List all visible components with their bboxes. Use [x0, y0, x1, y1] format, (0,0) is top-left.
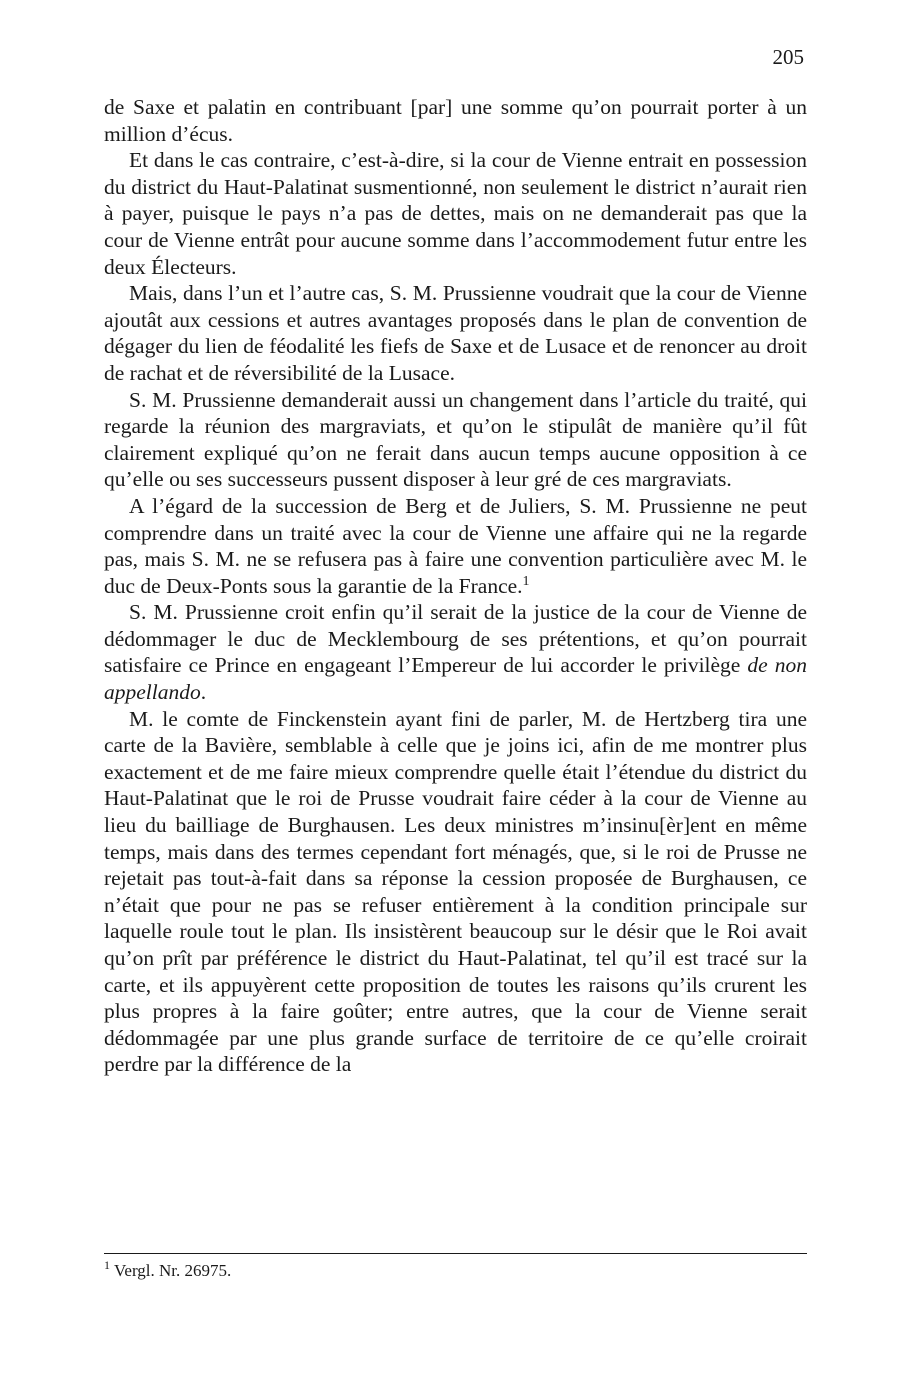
paragraph-5-text: A l’égard de la succession de Berg et de Juliers, S. M. Prussienne ne peut comprendre dans un traité avec la cour de Vienne une affaire qui ne la regarde pas, mais S. M. ne se refusera pas à faire une convention particulière avec M. le duc de Deux-Ponts sous la garantie de la France. — [104, 493, 807, 598]
footnote-text: Vergl. Nr. 26975. — [114, 1261, 232, 1280]
paragraph-5 — [104, 493, 807, 599]
paragraph-3: Mais, dans l’un et l’autre cas, S. M. Prussienne voudrait que la cour de Vienne ajoutât aux cessions et autres avantages proposés dans le plan de convention de dégager du lien de féodalité les fiefs de Saxe et de Lusace et de renoncer au droit de rachat et de réversibilité de la Lusace. — [104, 281, 807, 385]
paragraph-2: Et dans le cas contraire, c’est-à-dire, si la cour de Vienne entrait en possession du district du Haut-Palatinat susmentionné, non seulement le district n’aurait rien à payer, puisque le pays n’a pas de dettes, mais on ne demanderait pas que la cour de Vienne entrât pour aucune somme dans l’accommodement futur entre les deux Électeurs. — [104, 148, 807, 279]
footnote — [104, 1258, 807, 1281]
page-number: 205 — [772, 45, 804, 69]
paragraph-7: M. le comte de Finckenstein ayant fini de parler, M. de Hertzberg tira une carte de la Bavière, semblable à celle que je joins ici, afin de me montrer plus exactement et de me faire mieux comprendre quelle était l’étendue du district du Haut-Palatinat que le roi de Prusse voudrait faire céder à la cour de Vienne au lieu du bailliage de Burghausen. Les deux ministres m’insinu[èr]ent en même temps, mais dans des termes cependant fort ménagés, que, si le roi de Prusse ne rejetait pas tout-à-fait dans sa réponse la cession proposée de Burghausen, ce n’était que pour ne pas se refuser entièrement à la condition principale sur laquelle roule tout le plan. Ils insistèrent beaucoup sur le désir que le Roi avait qu’on prît par préférence le district du Haut-Palatinat, tel qu’il est tracé sur la carte, et ils appuyèrent cette proposition de toutes les raisons qu’ils crurent les plus propres à la faire goûter; entre autres, que la cour de Vienne serait dédommagée par une plus grande surface de territoire de ce qu’elle croirait perdre par la différence de la — [104, 706, 807, 1077]
paragraph-4: S. M. Prussienne demanderait aussi un changement dans l’article du traité, qui regarde la réunion des margraviats, et qu’on le stipulât de manière qu’il fût clairement expliqué qu’on ne ferait dans aucun temps aucune opposition à ce qu’elle ou ses successeurs pussent disposer à leur gré de ces margraviats. — [104, 387, 807, 492]
body-text — [104, 94, 807, 1078]
footnote-divider — [104, 1253, 807, 1254]
footnote-reference: 1 — [522, 573, 530, 589]
paragraph-6-text: S. M. Prussienne croit enfin qu’il serait de la justice de la cour de Vienne de dédommager le duc de Mecklembourg de ses prétentions, et qu’on pourrait satisfaire ce Prince en engageant l’Empereur de lui accorder le privilège — [104, 600, 807, 678]
footnote-number: 1 — [104, 1258, 110, 1273]
paragraph-1: de Saxe et palatin en contribuant [par] une somme qu’on pourrait porter à un million d’écus. — [104, 95, 807, 146]
latin-phrase: de non appellando — [104, 653, 807, 705]
paragraph-6-end: . — [200, 680, 207, 705]
paragraph-6 — [104, 599, 807, 705]
